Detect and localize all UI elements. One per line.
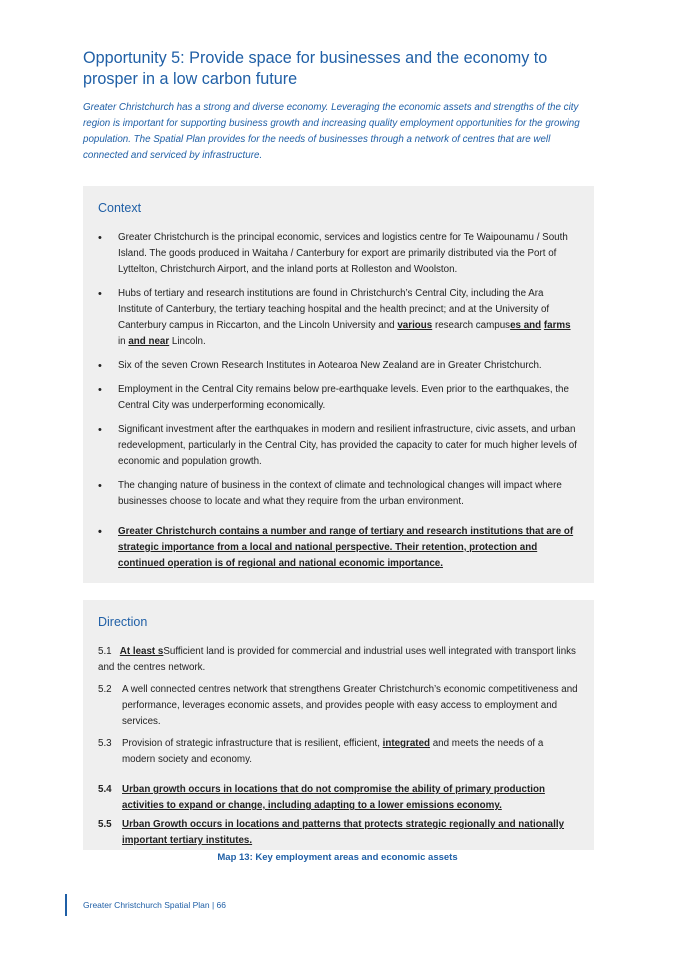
direction-item-5-5 <box>98 817 578 849</box>
inserted-text: and near <box>128 336 170 347</box>
item-text: Provision of strategic infrastructure that is resilient, efficient, <box>122 738 383 749</box>
inserted-text: various <box>397 320 433 331</box>
item-text: Urban Growth occurs in locations and patterns that protects strategic regionally and nationally important tertiary institutes. <box>122 819 565 846</box>
context-bullet: • Employment in the Central City remains below pre-earthquake levels. Even prior to the earthquakes, the Central City was underperforming economically. <box>83 382 594 414</box>
direction-item-5-4 <box>98 782 578 814</box>
item-text: and meets the needs of a modern society and economy. <box>122 738 544 765</box>
inserted-text: At least s <box>119 646 164 657</box>
bullet-text: Hubs of tertiary and research institutions are found in Christchurch’s Central City, including the Ara Institute of Canterbury, the tertiary teaching hospital and the health precinct; and at the University of Canterbury campus in Riccarton, and the Lincoln University and <box>118 288 550 331</box>
inserted-text: farms <box>543 320 571 331</box>
map-caption: Map 13: Key employment areas and economic assets <box>217 852 458 863</box>
item-number: 5.3 <box>98 738 112 749</box>
context-bullet: • Significant investment after the earthquakes in modern and resilient infrastructure, civic assets, and urban redevelopment, particularly in the Central City, has provided the capacity to cater for much higher levels of economic and population growth. <box>83 422 594 470</box>
inserted-text: es and <box>510 320 542 331</box>
item-text: A well connected centres network that strengthens Greater Christchurch’s economic competitiveness and performance, leverages economic assets, and provides people with easy access to employment and services. <box>122 684 578 727</box>
context-bullet-inserted: • Greater Christchurch contains a number and range of tertiary and research institutions that are of strategic importance from a local and national perspective. Their retention, protection and continued operation is of regional and national economic importance. <box>83 524 594 572</box>
context-bullet: • Six of the seven Crown Research Institutes in Aotearoa New Zealand are in Greater Christchurch. <box>83 358 594 374</box>
bullet-text: research campus <box>432 320 511 331</box>
intro-paragraph: Greater Christchurch has a strong and diverse economy. Leveraging the economic assets and strengths of the city region is important for supporting business growth and increasing quality employment opportunities for the growing population. The Spatial Plan provides for the needs of businesses through a network of centres that are well connected and serviced by infrastructure. <box>83 102 580 161</box>
item-number: 5.2 <box>98 684 112 695</box>
bullet-text: in <box>118 336 129 347</box>
direction-item-5-3 <box>98 736 578 768</box>
context-bullet: • Greater Christchurch is the principal economic, services and logistics centre for Te Waipounamu / South Island. The goods produced in Waitaha / Canterbury for export are primarily distributed via the Port of Lyttelton, Christchurch Airport, and the inland ports at Rolleston and Woolston. <box>83 230 594 278</box>
inserted-text: integrated <box>382 738 430 749</box>
bullet-text: Lincoln. <box>169 336 206 347</box>
context-heading: Context <box>98 201 142 215</box>
direction-item-5-1 <box>98 644 578 676</box>
footer-accent-bar <box>65 894 67 916</box>
page-title: Opportunity 5: Provide space for businesses and the economy to prosper in a low carbon future <box>83 49 548 88</box>
context-bullet <box>83 286 594 350</box>
item-text: Urban growth occurs in locations that do not compromise the ability of primary production activities to expand or change, including adapting to a lower emissions economy. <box>122 784 545 811</box>
direction-box <box>83 600 594 850</box>
context-bullet: • The changing nature of business in the context of climate and technological changes will impact where businesses choose to locate and what they require from the urban environment. <box>83 478 594 510</box>
direction-item-5-2 <box>98 682 578 730</box>
context-list <box>83 230 594 580</box>
context-box <box>83 186 594 583</box>
direction-heading: Direction <box>98 615 148 629</box>
item-text: Sufficient land is provided for commercial and industrial uses well integrated with transport links and the centres network. <box>98 646 576 673</box>
item-number: 5.5 <box>98 819 112 830</box>
item-number: 5.4 <box>98 784 112 795</box>
item-number: 5.1 <box>98 646 112 657</box>
footer-page-label: Greater Christchurch Spatial Plan | 66 <box>83 900 226 910</box>
